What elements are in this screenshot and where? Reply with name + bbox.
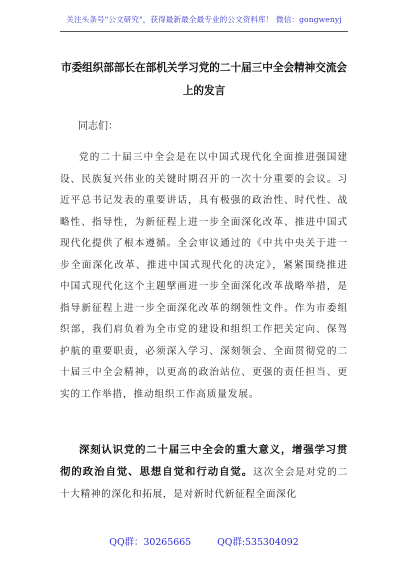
document-title: 市委组织部部长在部机关学习党的二十届三中全会精神交流会上的发言 [60, 62, 348, 97]
section-paragraph [60, 440, 348, 505]
body-paragraph: 党的二十届三中全会是在以中国式现代化全面推进强国建设、民族复兴伟业的关键时期召开的一次十分重要的会议。习近平总书记发表的重要讲话，具有极强的政治性、时代性、战略性、指导性，为新征程上进一步全面深化改革、推进中国式现代化提供了根本遵循。全会审议通过的《中共中央关于进一步全面深化改革、推进中国式现代化的决定》，紧紧围绕推进中国式现代化这个主题擘画进一步全面深化改革战略举措，是指导新征程上进一步全面深化改革的纲领性文件。作为市委组织部，我们肩负着为全市党的建设和组织工作把关定向、保驾护航的重要职责，必须深入学习、深刻领会、全面贯彻党的二十届三中全会精神，以更高的政治站位、更强的责任担当、更实的工作举措，推动组织工作高质量发展。 [60, 152, 348, 400]
footer-qq-group-1: QQ群：30265665 [109, 537, 192, 548]
section-heading: 深刻认识党的二十届三中全会的重大意义，增强学习贯彻的政治自觉、思想自觉和行动自觉。 [60, 444, 348, 478]
greeting: 同志们： [78, 121, 118, 132]
header-divider [60, 31, 348, 32]
footer [0, 534, 408, 548]
section-text: 这次全会是对党的二十大精神的深化和拓展，是对新时代新征程全面深化 [60, 466, 348, 500]
header-note: 关注头条号"公文研究"，获得最新最全最专业的公文资料库！ 微信：gongwenyj [66, 15, 342, 24]
footer-qq-group-2: QQ群:535304092 [217, 537, 299, 548]
